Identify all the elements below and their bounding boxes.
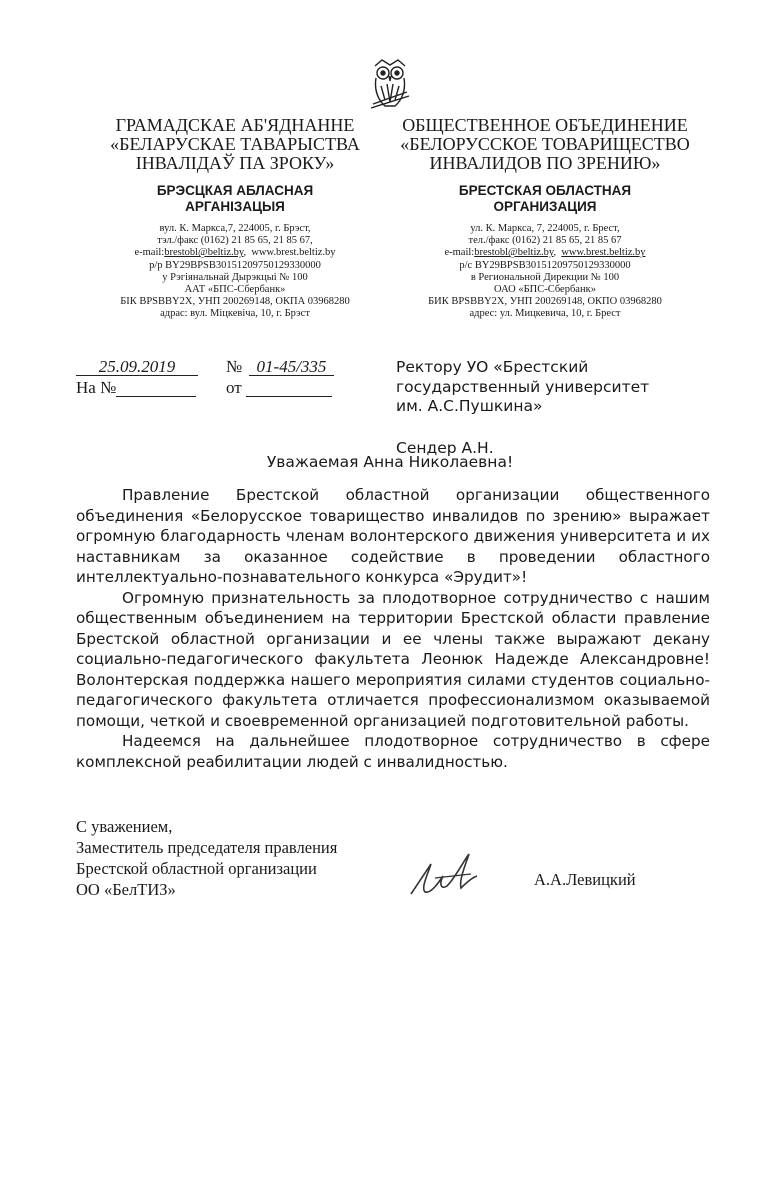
closing-line: ОО «БелТИЗ» [76, 880, 176, 899]
letter-number: 01-45/335 [249, 357, 334, 376]
addressee-block [396, 358, 696, 458]
greeting: Уважаемая Анна Николаевна! [266, 453, 514, 471]
contacts-ru [400, 223, 690, 321]
owl-logo-icon [365, 56, 415, 112]
from-blank [246, 378, 332, 397]
addressee-person: Сендер А.Н. [396, 438, 494, 457]
contacts-be [95, 223, 375, 321]
address-line: вул. К. Маркса,7, 224005, г. Брэст, [159, 223, 311, 234]
bank-line: ААТ «БПС-Сбербанк» [184, 284, 286, 296]
org-title-line: ІНВАЛІДАЎ ПА ЗРОКУ» [135, 153, 335, 173]
outgoing-row [76, 357, 356, 378]
email-prefix: e-mail: [444, 247, 475, 259]
body-paragraph: Надеемся на дальнейшее плодотворное сотрудничество в сфере комплексной реабилитации людей с инвалидностью. [76, 732, 710, 771]
address-line: ул. К. Маркса, 7, 224005, г. Брест, [470, 223, 620, 234]
account-line: р/р BY29BPSB30151209750129330000 [149, 259, 321, 271]
closing-line: Брестской областной организации [76, 859, 317, 878]
phone-line: тэл./факс (0162) 21 85 65, 21 85 67, [157, 235, 313, 247]
directorate-line: у Рэгіянальнай Дырэкцыі № 100 [162, 271, 308, 283]
org-title-line: ОБЩЕСТВЕННОЕ ОБЪЕДИНЕНИЕ [402, 115, 688, 135]
handwritten-signature-icon [405, 848, 485, 900]
postal-line: адрес: ул. Мицкевича, 10, г. Брест [469, 308, 621, 320]
registration-block [76, 357, 356, 399]
reference-blank [116, 378, 196, 397]
number-label: № [226, 357, 243, 376]
email-prefix: e-mail: [134, 247, 165, 259]
closing-line: Заместитель председателя правления [76, 838, 338, 857]
org-title-be [95, 116, 375, 173]
closing-block [76, 816, 337, 900]
site-link[interactable]: www.brest.beltiz.by [251, 247, 336, 259]
org-title-line: «БЕЛОРУССКОЕ ТОВАРИЩЕСТВО [400, 134, 690, 154]
body-paragraph: Огромную признательность за плодотворное сотрудничество с нашим общественным объединением на территории Брестской области правление Брестской областной организации и ее члены также выражают декану социально-педагогического факультета Леонюк Надежде Александровне! Волонтерская поддержка нашего мероприятия силами студентов социально-педагогического факультета отличается профессионализмом оказываемой помощи, четкой и своевременной организацией подготовительной работы. [76, 588, 710, 730]
signer-name: А.А.Левицкий [534, 870, 636, 889]
branch-title-line: БРЭСЦКАЯ АБЛАСНАЯ [156, 183, 314, 198]
addressee-line: Ректору УО «Брестский [396, 358, 589, 376]
letterhead-left [95, 116, 375, 321]
phone-line: тел./факс (0162) 21 85 65, 21 85 67 [468, 235, 622, 247]
branch-title-line: БРЕСТСКАЯ ОБЛАСТНАЯ [458, 183, 632, 198]
account-line: р/с BY29BPSB30151209750129330000 [459, 259, 631, 271]
addressee-line: государственный университет [396, 377, 650, 396]
reference-row [76, 378, 356, 399]
letter-body [76, 485, 710, 772]
org-title-line: ИНВАЛИДОВ ПО ЗРЕНИЮ» [429, 153, 661, 173]
email-line: e-mail:brestobl@beltiz.by, www.brest.beltiz.by [134, 247, 336, 259]
letterhead-right [400, 116, 690, 321]
bank-line: ОАО «БПС-Сбербанк» [494, 284, 596, 296]
org-title-line: ГРАМАДСКАЕ АБ'ЯДНАННЕ [115, 115, 355, 135]
codes-line: БІК BPSBBY2X, УНП 200269148, ОКПА 03968280 [120, 296, 350, 308]
codes-line: БИК BPSBBY2X, УНП 200269148, ОКПО 03968280 [428, 296, 662, 308]
branch-title-line: АРГАНІЗАЦЫЯ [185, 199, 285, 214]
letter-date: 25.09.2019 [76, 357, 198, 376]
email-link[interactable]: brestobl@beltiz.by [164, 247, 244, 259]
branch-title-ru [400, 183, 690, 215]
branch-title-be [95, 183, 375, 215]
email-link[interactable]: brestobl@beltiz.by [474, 247, 554, 259]
from-label: от [226, 378, 242, 397]
site-link[interactable]: www.brest.beltiz.by [561, 247, 646, 259]
postal-line: адрас: вул. Міцкевіча, 10, г. Брэст [160, 308, 310, 320]
branch-title-line: ОРГАНИЗАЦИЯ [493, 199, 597, 214]
closing-line: С уважением, [76, 817, 173, 836]
body-paragraph: Правление Брестской областной организации общественного объединения «Белорусское товарищество инвалидов по зрению» выражает огромную благодарность членам волонтерского движения университета и их наставникам за оказанное содействие в проведении областного интеллектуально-познавательного конкурса «Эрудит»! [76, 486, 710, 586]
addressee-line: им. А.С.Пушкина» [396, 397, 543, 415]
reference-label: На № [76, 378, 117, 397]
email-line: e-mail:brestobl@beltiz.by, www.brest.beltiz.by [444, 247, 646, 259]
org-title-ru [400, 116, 690, 173]
directorate-line: в Региональной Дирекции № 100 [470, 271, 620, 283]
org-title-line: «БЕЛАРУСКАЕ ТАВАРЫСТВА [110, 134, 360, 154]
